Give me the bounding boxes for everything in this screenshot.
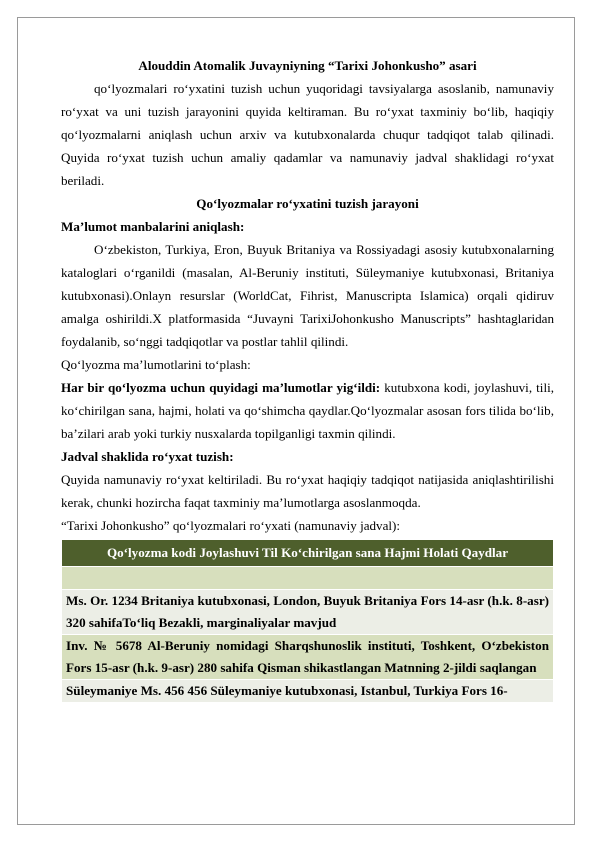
table-caption: “Tarixi Johonkusho” qo‘lyozmalari ro‘yxati (namunaviy jadval): [61, 518, 401, 533]
sources-heading: Ma’lumot manbalarini aniqlash: [61, 219, 245, 234]
table-heading: Jadval shaklida ro‘yxat tuzish: [61, 449, 234, 464]
intro-paragraph: qo‘lyozmalari ro‘yxatini tuzish uchun yuqoridagi tavsiyalarga asoslanib, namunaviy ro‘yxat va uni tuzish jarayonini quyida keltiraman. Bu ro‘yxat taxminiy bo‘lib, haqiqiy qo‘lyozmalarni aniqlash uchun arxiv va kutubxonalarda chuqur tadqiqot talab qilinadi. Quyida ro‘yxat tuzish uchun amaliy qadamlar va namunaviy jadval shaklidagi ro‘yxat beriladi. [61, 81, 554, 188]
table-row [62, 680, 554, 703]
manuscripts-table [61, 539, 554, 703]
document-body [61, 54, 554, 703]
sources-paragraph: O‘zbekiston, Turkiya, Eron, Buyuk Britaniya va Rossiyadagi asosiy kutubxonalarning kataloglari o‘rganildi (masalan, Al-Beruniy instituti, Süleymaniye kutubxonasi, Britaniya kutubxonasi).Onlayn resurslar (WorldCat, Fihrist, Manuscripta Islamica) orqali qidiruv amalga oshirildi.X platformasida “Juvayni TarixiJohonkusho Manuscripts” hashtaglaridan foydalanib, so‘nggi tadqiqotlar va postlar tahlil qilindi. [61, 242, 554, 349]
table-empty-row [62, 567, 554, 590]
table-row [62, 635, 554, 680]
table-cell: Inv. № 5678 Al-Beruniy nomidagi Sharqshunoslik instituti, Toshkent, O‘zbekiston Fors 15-asr (h.k. 9-asr) 280 sahifa Qisman shikastlangan Matnning 2-jildi saqlangan [62, 635, 554, 680]
table-header-cell: Qo‘lyozma kodi Joylashuvi Til Ko‘chirilgan sana Hajmi Holati Qaydlar [62, 540, 554, 567]
section-heading: Qo‘lyozmalar ro‘yxatini tuzish jarayoni [196, 196, 419, 211]
collect-text: kutubxona kodi, joylashuvi, tili, ko‘chirilgan sana, hajmi, holati va qo‘shimcha qaydlar.Qo‘lyozmalar asosan fors tilida bo‘lib, ba’zilari arab yoki turkiy nusxalarda topilganligi taxmin qilindi. [61, 380, 554, 441]
table-intro-paragraph: Quyida namunaviy ro‘yxat keltiriladi. Bu ro‘yxat haqiqiy tadqiqot natijasida aniqlashtirilishi kerak, chunki hozircha faqat taxminiy ma’lumotlarga asoslanmoqda. [61, 472, 554, 510]
collect-lead: Har bir qo‘lyozma uchun quyidagi ma’lumotlar yig‘ildi: [61, 380, 381, 395]
table-cell: Ms. Or. 1234 Britaniya kutubxonasi, London, Buyuk Britaniya Fors 14-asr (h.k. 8-asr) 320 sahifaTo‘liq Bezakli, marginaliyalar mavjud [62, 590, 554, 635]
table-cell: Süleymaniye Ms. 456 456 Süleymaniye kutubxonasi, Istanbul, Turkiya Fors 16- [62, 680, 554, 703]
document-title: Alouddin Atomalik Juvayniyning “Tarixi Johonkusho” asari [138, 58, 477, 73]
table-header-row [62, 540, 554, 567]
table-row [62, 590, 554, 635]
collect-paragraph [61, 376, 554, 445]
collect-heading: Qo‘lyozma ma’lumotlarini to‘plash: [61, 357, 251, 372]
table-empty-cell [62, 567, 554, 590]
